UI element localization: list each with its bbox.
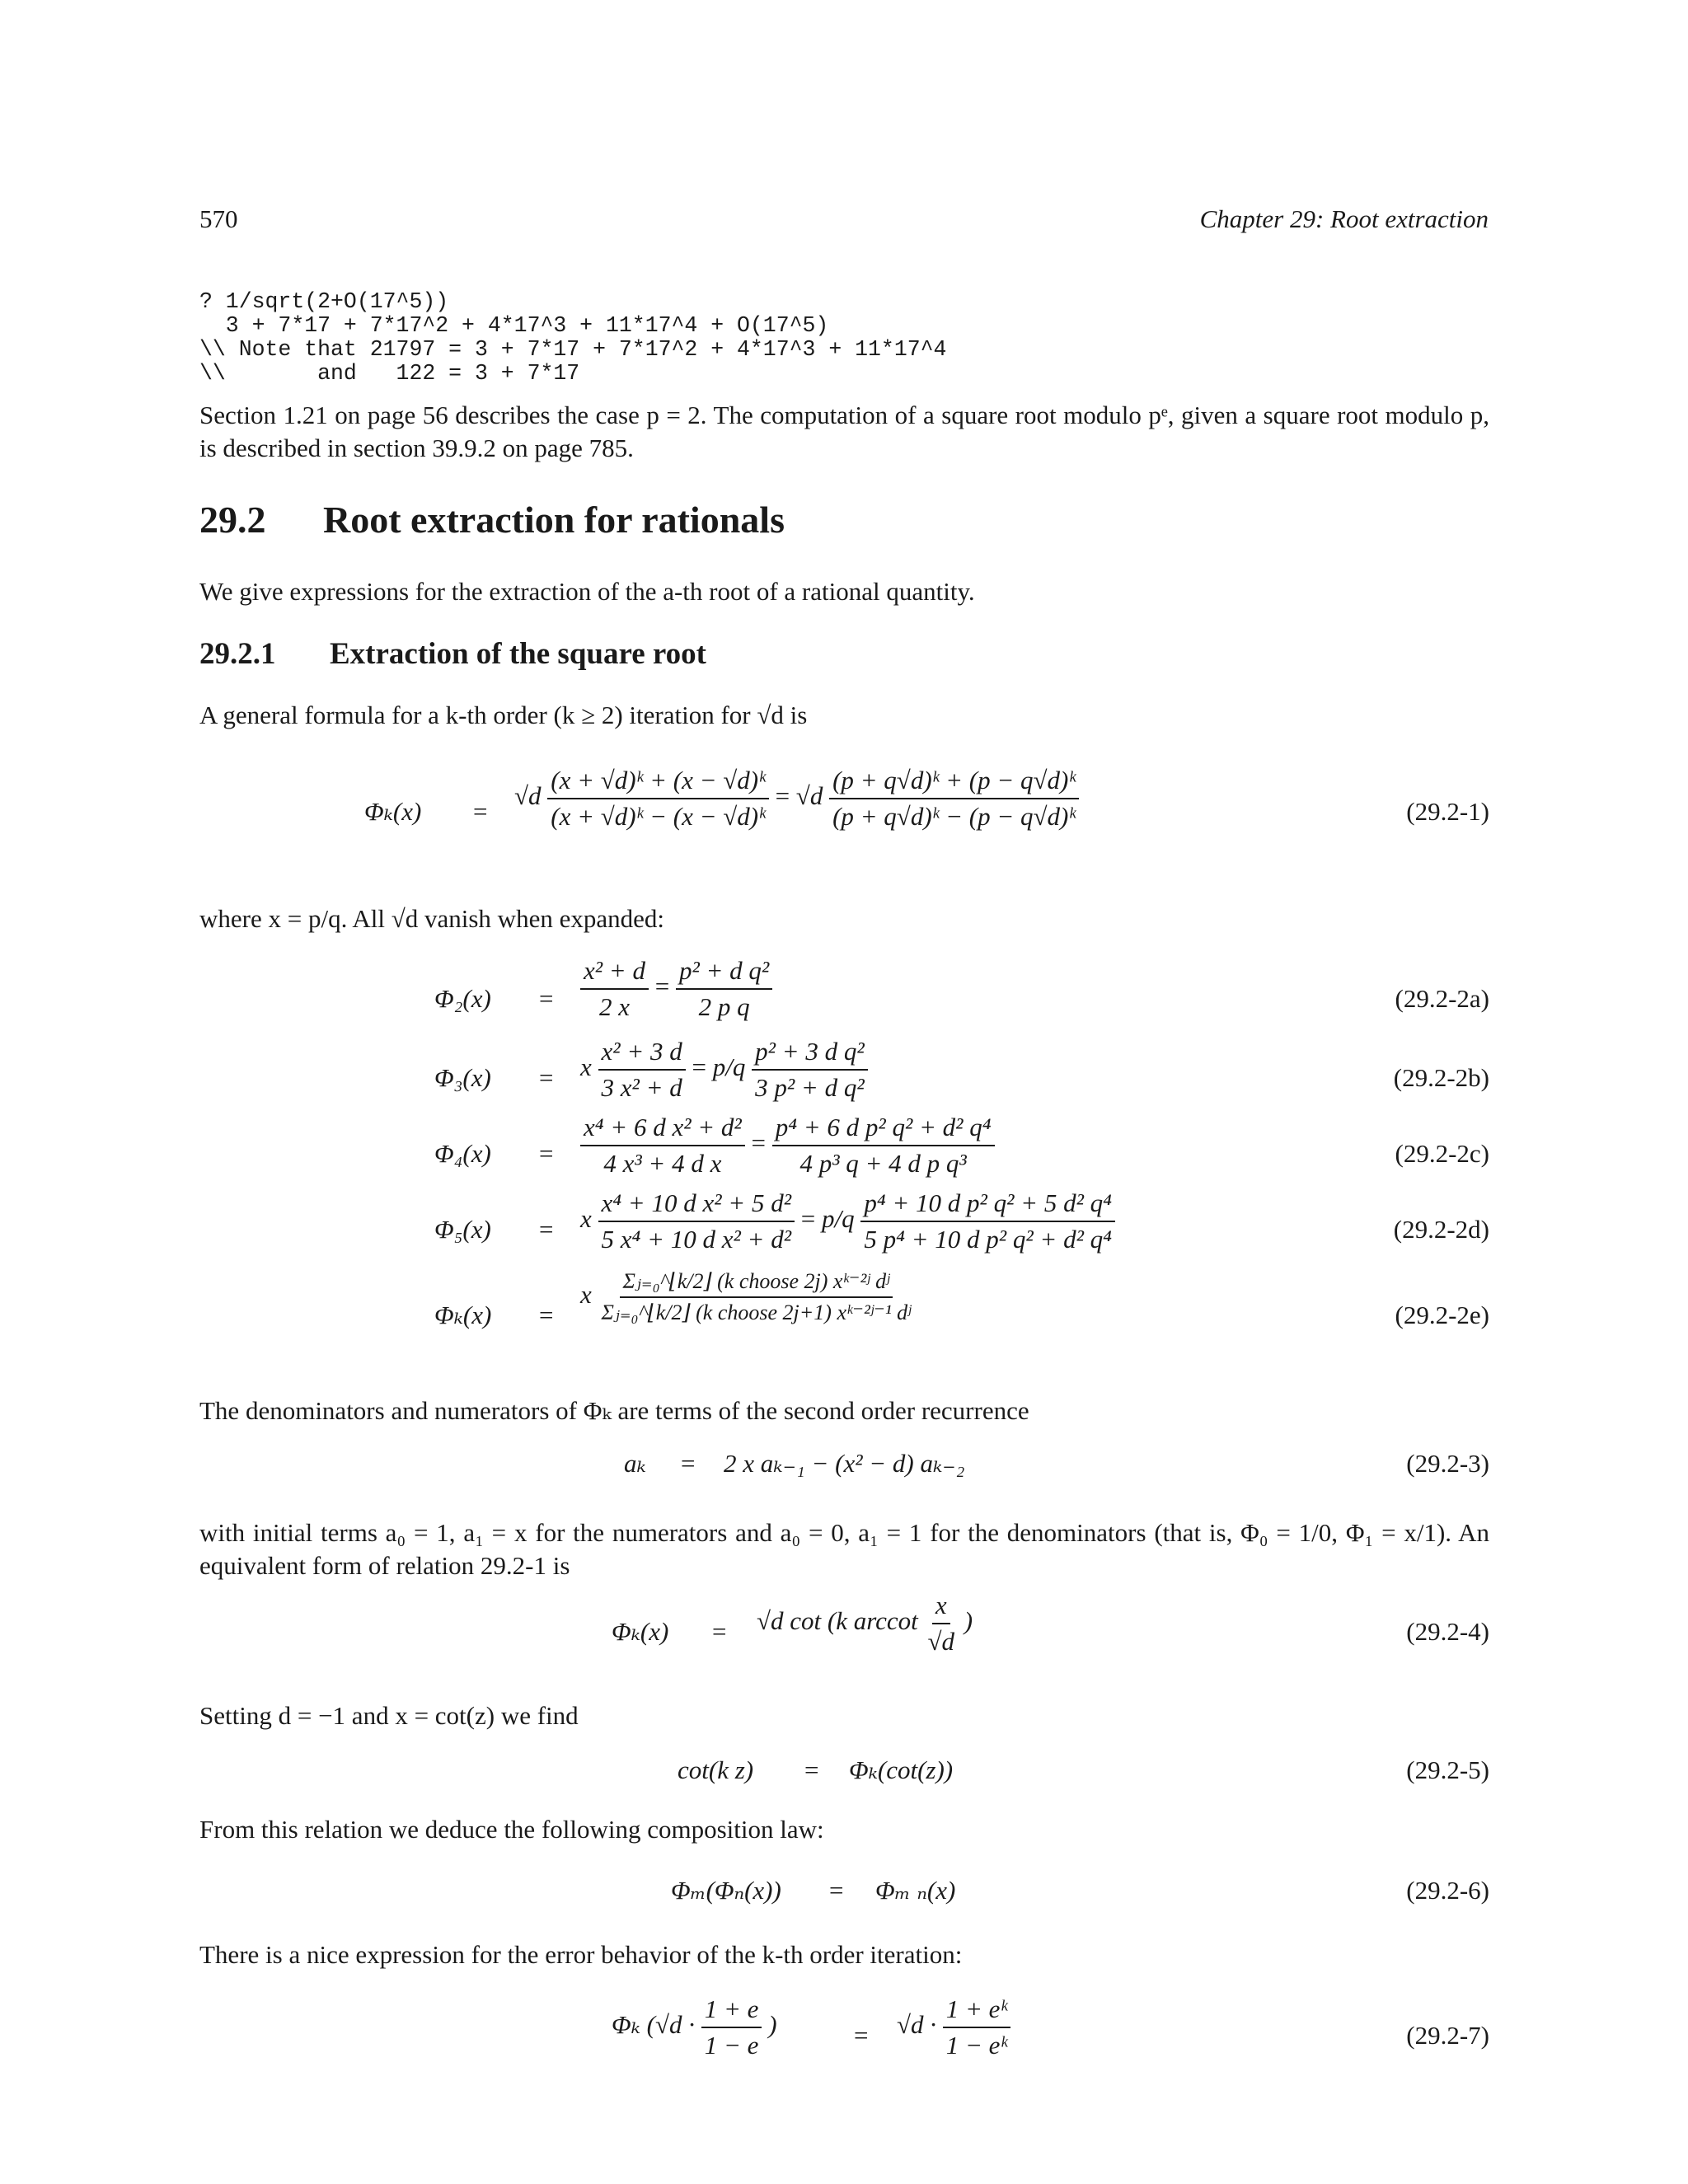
eq-lhs: Φ₄(x) (434, 1139, 491, 1168)
equation-29-2-4 (199, 1591, 1489, 1673)
prefix: p/q (821, 1204, 855, 1234)
lhs-suffix: ) (768, 2010, 777, 2040)
denominator: √d (927, 1627, 955, 1656)
denominator: Σⱼ₌₀^⌊k/2⌋ (k choose 2j+1) xᵏ⁻²ʲ⁻¹ dʲ (601, 1301, 912, 1324)
running-header (199, 204, 1489, 241)
code-line: ? 1/sqrt(2+O(17^5)) (199, 289, 449, 314)
prefix: p/q (712, 1052, 746, 1082)
equals-sign: = (537, 1139, 555, 1168)
page-number: 570 (199, 204, 238, 233)
denominator: (x + √d)ᵏ − (x − √d)ᵏ (551, 802, 766, 831)
equation-tag: (29.2-2c) (1395, 1139, 1489, 1168)
numerator: x⁴ + 6 d x² + d² (580, 1113, 745, 1146)
paragraph-general-formula: A general formula for a k-th order (k ≥ 2) iteration for √d is (199, 701, 808, 729)
denominator: 2 p q (698, 992, 750, 1021)
equation-29-2-6 (199, 1871, 1489, 1912)
subsection-heading (199, 636, 706, 672)
fraction (829, 766, 1079, 832)
eq-lhs: cot(k z) (678, 1755, 754, 1784)
paragraph-case-p2: Section 1.21 on page 56 describes the case p = 2. The computation of a square root modulo pᵉ, given a square root modulo p, is described in section 39.9.2 on page 785. (199, 401, 1489, 462)
equation-tag: (29.2-2a) (1395, 984, 1489, 1013)
fraction (943, 1994, 1010, 2060)
numerator: 1 + eᵏ (943, 1994, 1010, 2028)
equation-29-2-3 (199, 1444, 1489, 1485)
equation-tag: (29.2-6) (1406, 1876, 1489, 1905)
equation-tag: (29.2-7) (1406, 2021, 1489, 2050)
eq-rhs: Φₖ(cot(z)) (849, 1755, 954, 1784)
numerator: (p + q√d)ᵏ + (p − q√d)ᵏ (829, 766, 1079, 799)
section-number: 29.2 (199, 499, 266, 541)
code-line: \\ Note that 21797 = 3 + 7*17 + 7*17^2 + 4*17^3 + 11*17^4 (199, 337, 947, 362)
fraction (547, 766, 769, 832)
paragraph-composition: From this relation we deduce the following composition law: (199, 1815, 824, 1844)
equation-tag: (29.2-2d) (1393, 1215, 1489, 1244)
denominator: 2 x (598, 992, 630, 1021)
numerator: p² + 3 d q² (752, 1037, 868, 1071)
equation-29-2-2c (199, 1113, 1489, 1188)
eq-lhs: Φₘ(Φₙ(x)) (671, 1876, 781, 1905)
eq-rhs (580, 1269, 914, 1325)
fraction (925, 1591, 959, 1657)
equation-29-2-2b (199, 1037, 1489, 1113)
paragraph-setting: Setting d = −1 and x = cot(z) we find (199, 1701, 579, 1730)
eq-lhs: aₖ (624, 1449, 646, 1478)
equation-29-2-1 (199, 754, 1489, 878)
numerator: x⁴ + 10 d x² + 5 d² (598, 1188, 795, 1222)
paragraph-where: where x = p/q. All √d vanish when expanded: (199, 904, 664, 933)
eq-rhs: x $\frac{\text{x⁴ + 10 d x² + 5 d²}}{\text{5 x⁴ + 10 d x² + d²}}$ = p/q $\frac{\text{p⁴ + 10 d p² q² + 5 d² q⁴}}{\text{5 p⁴ + 10 d p² q² + d² q⁴}}$ (580, 1188, 1115, 1254)
eq-lhs (612, 1994, 777, 2060)
numerator: x² + 3 d (598, 1037, 686, 1071)
fraction (580, 956, 649, 1022)
denominator: 3 p² + d q² (755, 1073, 865, 1102)
denominator: 5 p⁴ + 10 d p² q² + d² q⁴ (864, 1225, 1112, 1254)
section-title: Root extraction for rationals (323, 499, 785, 541)
rhs-prefix: √d · (897, 2010, 937, 2040)
equation-tag: (29.2-5) (1406, 1755, 1489, 1784)
fraction (598, 1188, 795, 1254)
eq-rhs (897, 1994, 1010, 2060)
eq-rhs (757, 1591, 973, 1657)
equation-29-2-5 (199, 1750, 1489, 1792)
equation-29-2-2e (199, 1269, 1489, 1360)
equation-tag: (29.2-2b) (1393, 1063, 1489, 1092)
eq-rhs: $\frac{\text{x⁴ + 6 d x² + d²}}{\text{4 x³ + 4 d x}}$ = $\frac{\text{p⁴ + 6 d p² q² + d² q⁴}}{\text{4 p³ q + 4 d p q³}}$ (580, 1113, 995, 1179)
equals-sign: = (679, 1449, 696, 1478)
denominator: 1 − e (704, 2031, 759, 2060)
section-heading (199, 498, 785, 541)
eq-lhs: Φ₃(x) (434, 1063, 491, 1092)
fraction (580, 1113, 745, 1179)
paragraph-initial-terms: with initial terms a₀ = 1, a₁ = x for the numerators and a₀ = 0, a₁ = 1 for the denominators (that is, Φ₀ = 1/0, Φ₁ = x/1). An equivalent form of relation 29.2-1 is (199, 1518, 1489, 1580)
eq-rhs: x $\frac{\text{x² + 3 d}}{\text{3 x² + d}}$ = p/q $\frac{\text{p² + 3 d q²}}{\text{3 p² + d q²}}$ (580, 1037, 868, 1103)
equation-29-2-7 (199, 1994, 1489, 2077)
equals-sign: = (537, 1301, 555, 1329)
eq-relation: = (471, 797, 489, 826)
chapter-title: Chapter 29: Root extraction (1199, 204, 1489, 233)
fraction (701, 1994, 762, 2060)
equals-sign: = (828, 1876, 845, 1905)
equals-sign: = (852, 2021, 870, 2050)
numerator: x² + d (580, 956, 649, 990)
equation-29-2-2d (199, 1188, 1489, 1264)
numerator: (x + √d)ᵏ + (x − √d)ᵏ (547, 766, 769, 799)
denominator: 3 x² + d (601, 1073, 682, 1102)
rhs-prefix: √d cot (k arccot (757, 1606, 918, 1636)
eq-lhs: Φₖ(x) (434, 1301, 492, 1329)
equation-tag: (29.2-1) (1406, 797, 1489, 826)
code-line: 3 + 7*17 + 7*17^2 + 4*17^3 + 11*17^4 + O(17^5) (199, 313, 829, 338)
prefix: x (580, 1280, 592, 1310)
eq-rhs: $\frac{\text{x² + d}}{2 x}$ = $\frac{\text{p² + d q²}}{\text{2 p q}}$ (580, 956, 772, 1022)
numerator: p⁴ + 10 d p² q² + 5 d² q⁴ (860, 1188, 1115, 1222)
paragraph-recurrence: The denominators and numerators of Φₖ are terms of the second order recurrence (199, 1396, 1029, 1425)
fraction (752, 1037, 868, 1103)
code-block (199, 290, 1502, 386)
code-line: \\ and 122 = 3 + 7*17 (199, 361, 580, 386)
fraction (598, 1269, 915, 1325)
equation-tag: (29.2-3) (1406, 1449, 1489, 1478)
paragraph-error: There is a nice expression for the error behavior of the k-th order iteration: (199, 1940, 963, 1969)
equation-tag: (29.2-4) (1406, 1617, 1489, 1646)
fraction (772, 1113, 995, 1179)
equation-29-2-2a (199, 956, 1489, 1037)
equation-tag: (29.2-2e) (1395, 1301, 1489, 1329)
subsection-number: 29.2.1 (199, 637, 276, 671)
numerator: x (932, 1591, 950, 1624)
eq-lhs: Φ₅(x) (434, 1215, 491, 1244)
prefix: x (580, 1052, 592, 1082)
equals-sign: = (537, 984, 555, 1013)
equals-sign: = (537, 1063, 555, 1092)
eq-rhs: Φₘ ₙ(x) (875, 1876, 956, 1905)
eq-lhs: Φₖ(x) (612, 1617, 669, 1646)
denominator: 1 − eᵏ (945, 2031, 1008, 2060)
denominator: (p + q√d)ᵏ − (p − q√d)ᵏ (832, 802, 1076, 831)
denominator: 5 x⁴ + 10 d x² + d² (601, 1225, 791, 1254)
eq-rhs: 2 x aₖ₋₁ − (x² − d) aₖ₋₂ (724, 1449, 965, 1478)
fraction (860, 1188, 1115, 1254)
eq-lhs: Φₖ(x) (364, 797, 422, 826)
denominator: 4 x³ + 4 d x (603, 1149, 722, 1178)
eq-rhs: √d $\frac{\text{(x + √d)ᵏ + (x − √d)ᵏ}}{\text{(x + √d)ᵏ − (x − √d)ᵏ}}$ = √d $\frac{\text{(p + q√d)ᵏ + (p − q√d)ᵏ}}{\text{(p + q√d)ᵏ − (p − q√d)ᵏ}}$ (514, 766, 1079, 832)
denominator: 4 p³ q + 4 d p q³ (799, 1149, 967, 1178)
lhs-prefix: Φₖ (√d · (612, 2010, 695, 2040)
rhs-suffix: ) (964, 1606, 973, 1636)
numerator: 1 + e (701, 1994, 762, 2028)
fraction (598, 1037, 686, 1103)
equals-sign: = (537, 1215, 555, 1244)
numerator: Σⱼ₌₀^⌊k/2⌋ (k choose 2j) xᵏ⁻²ʲ dʲ (620, 1269, 893, 1298)
numerator: p² + d q² (676, 956, 772, 990)
numerator: p⁴ + 6 d p² q² + d² q⁴ (772, 1113, 995, 1146)
fraction (676, 956, 772, 1022)
equals-sign: = (710, 1617, 728, 1646)
eq-lhs: Φ₂(x) (434, 984, 491, 1013)
subsection-title: Extraction of the square root (330, 637, 706, 671)
paragraph-intro: We give expressions for the extraction of the a-th root of a rational quantity. (199, 577, 975, 606)
prefix: x (580, 1204, 592, 1234)
equals-sign: = (803, 1755, 820, 1784)
